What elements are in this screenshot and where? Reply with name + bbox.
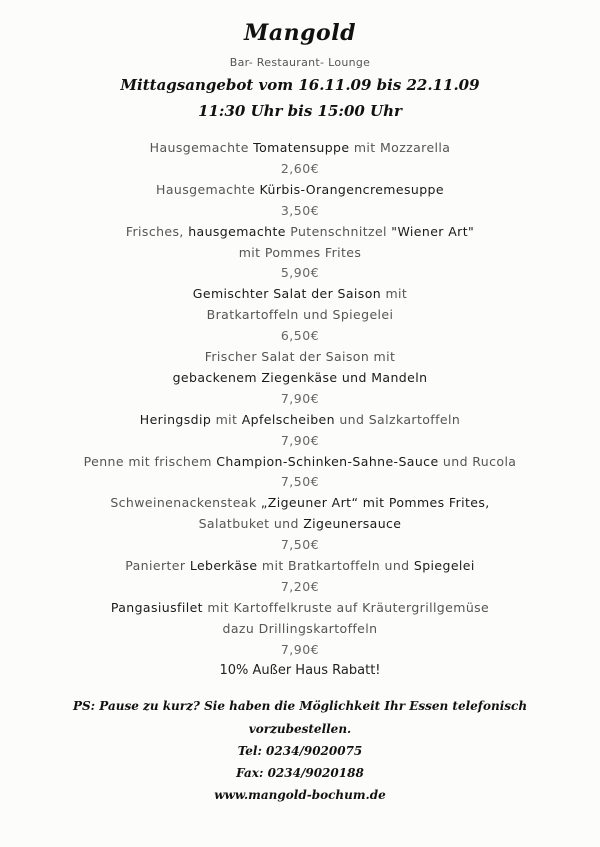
menu-item-9-price: 7,20€: [280, 578, 320, 594]
menu-item-3-line-2: [0, 245, 600, 260]
dish-text: mit Kartoffelkruste auf Kräutergrillgemüse: [202, 599, 490, 615]
menu-item-7-line-1: [0, 454, 600, 469]
discount-note: 10% Außer Haus Rabatt!: [219, 663, 381, 678]
dish-text: Hausgemachte: [156, 181, 260, 197]
menu-item-1-price: 2,60€: [280, 160, 320, 176]
dish-highlight: Pangasiusfilet: [110, 599, 203, 615]
dish-text: Salatbuket und: [198, 516, 304, 532]
dish-highlight: Champion-Schinken-Sahne-Sauce: [216, 453, 439, 469]
menu-item-4-line-1: [0, 286, 600, 301]
ps-line-1: PS: Pause zu kurz? Sie haben die Möglichkeit Ihr Essen telefonisch: [72, 699, 528, 713]
dish-highlight: "Wiener Art": [391, 223, 475, 239]
ps-line-2: vorzubestellen.: [248, 722, 352, 736]
restaurant-subtitle: Bar- Restaurant- Lounge: [229, 56, 371, 69]
offer-period: Mittagsangebot vom 16.11.09 bis 22.11.09: [120, 76, 480, 94]
dish-highlight: Gemischter Salat der Saison: [192, 286, 382, 302]
menu-item-5-line-2: [0, 370, 600, 385]
dish-text: Putenschnitzel: [285, 223, 392, 239]
dish-text: Schweinenackensteak: [110, 495, 261, 511]
menu-item-10-line-2: [0, 621, 600, 636]
dish-highlight: Leberkäse: [189, 558, 258, 573]
fax-number: Fax: 0234/9020188: [236, 766, 364, 780]
dish-highlight: Heringsdip: [139, 411, 212, 427]
menu-item-8-line-1: [0, 495, 600, 510]
menu-item-2-price: 3,50€: [280, 202, 320, 218]
menu-item-3-price: 5,90€: [280, 265, 320, 281]
dish-text: dazu Drillingskartoffeln: [222, 620, 378, 636]
offer-hours: 11:30 Uhr bis 15:00 Uhr: [198, 102, 402, 120]
menu-item-6-price: 7,90€: [280, 432, 320, 448]
menu-item-4-price: 6,50€: [280, 328, 320, 344]
menu-item-9-line-1: [0, 558, 600, 573]
menu-item-1-line-1: [0, 140, 600, 155]
phone-number: Tel: 0234/9020075: [237, 744, 363, 758]
menu-item-8-price: 7,50€: [280, 537, 320, 553]
dish-highlight: hausgemachte: [188, 223, 286, 239]
dish-highlight: gebackenem Ziegenkäse und Mandeln: [172, 369, 428, 385]
dish-text: mit: [211, 411, 242, 427]
dish-highlight: Spiegelei: [413, 558, 475, 573]
menu-item-5-price: 7,90€: [280, 390, 320, 406]
dish-text: mit Pommes Frites: [238, 244, 362, 260]
dish-text: und Salzkartoffeln: [334, 411, 461, 427]
dish-highlight: Tomatensuppe: [253, 140, 350, 155]
dish-text: mit Mozzarella: [349, 140, 451, 155]
dish-text: und Rucola: [438, 453, 517, 469]
dish-text: Panierter: [125, 558, 190, 573]
menu-item-7-price: 7,50€: [280, 474, 320, 490]
menu-item-8-line-2: [0, 516, 600, 531]
dish-text: Penne mit frischem: [83, 453, 217, 469]
menu-item-5-line-1: [0, 349, 600, 364]
website-link[interactable]: www.mangold-bochum.de: [214, 788, 386, 802]
dish-text: Frisches,: [125, 223, 189, 239]
menu-item-6-line-1: [0, 412, 600, 427]
dish-text: Frischer Salat der Saison mit: [204, 349, 396, 364]
menu-item-2-line-1: [0, 182, 600, 197]
dish-text: mit Bratkartoffeln und: [257, 558, 414, 573]
dish-text: Bratkartoffeln und Spiegelei: [206, 307, 394, 323]
dish-highlight: Apfelscheiben: [241, 411, 335, 427]
dish-text: mit: [381, 286, 408, 302]
dish-highlight: „Zigeuner Art“ mit Pommes Frites,: [260, 495, 490, 511]
dish-highlight: Zigeunersauce: [303, 516, 402, 532]
dish-highlight: Kürbis-Orangencremesuppe: [259, 181, 444, 197]
menu-item-3-line-1: [0, 224, 600, 239]
menu-item-10-price: 7,90€: [280, 641, 320, 657]
menu-item-4-line-2: [0, 307, 600, 322]
dish-text: Hausgemachte: [149, 140, 254, 155]
restaurant-title: Mangold: [244, 20, 356, 46]
menu-item-10-line-1: [0, 600, 600, 615]
